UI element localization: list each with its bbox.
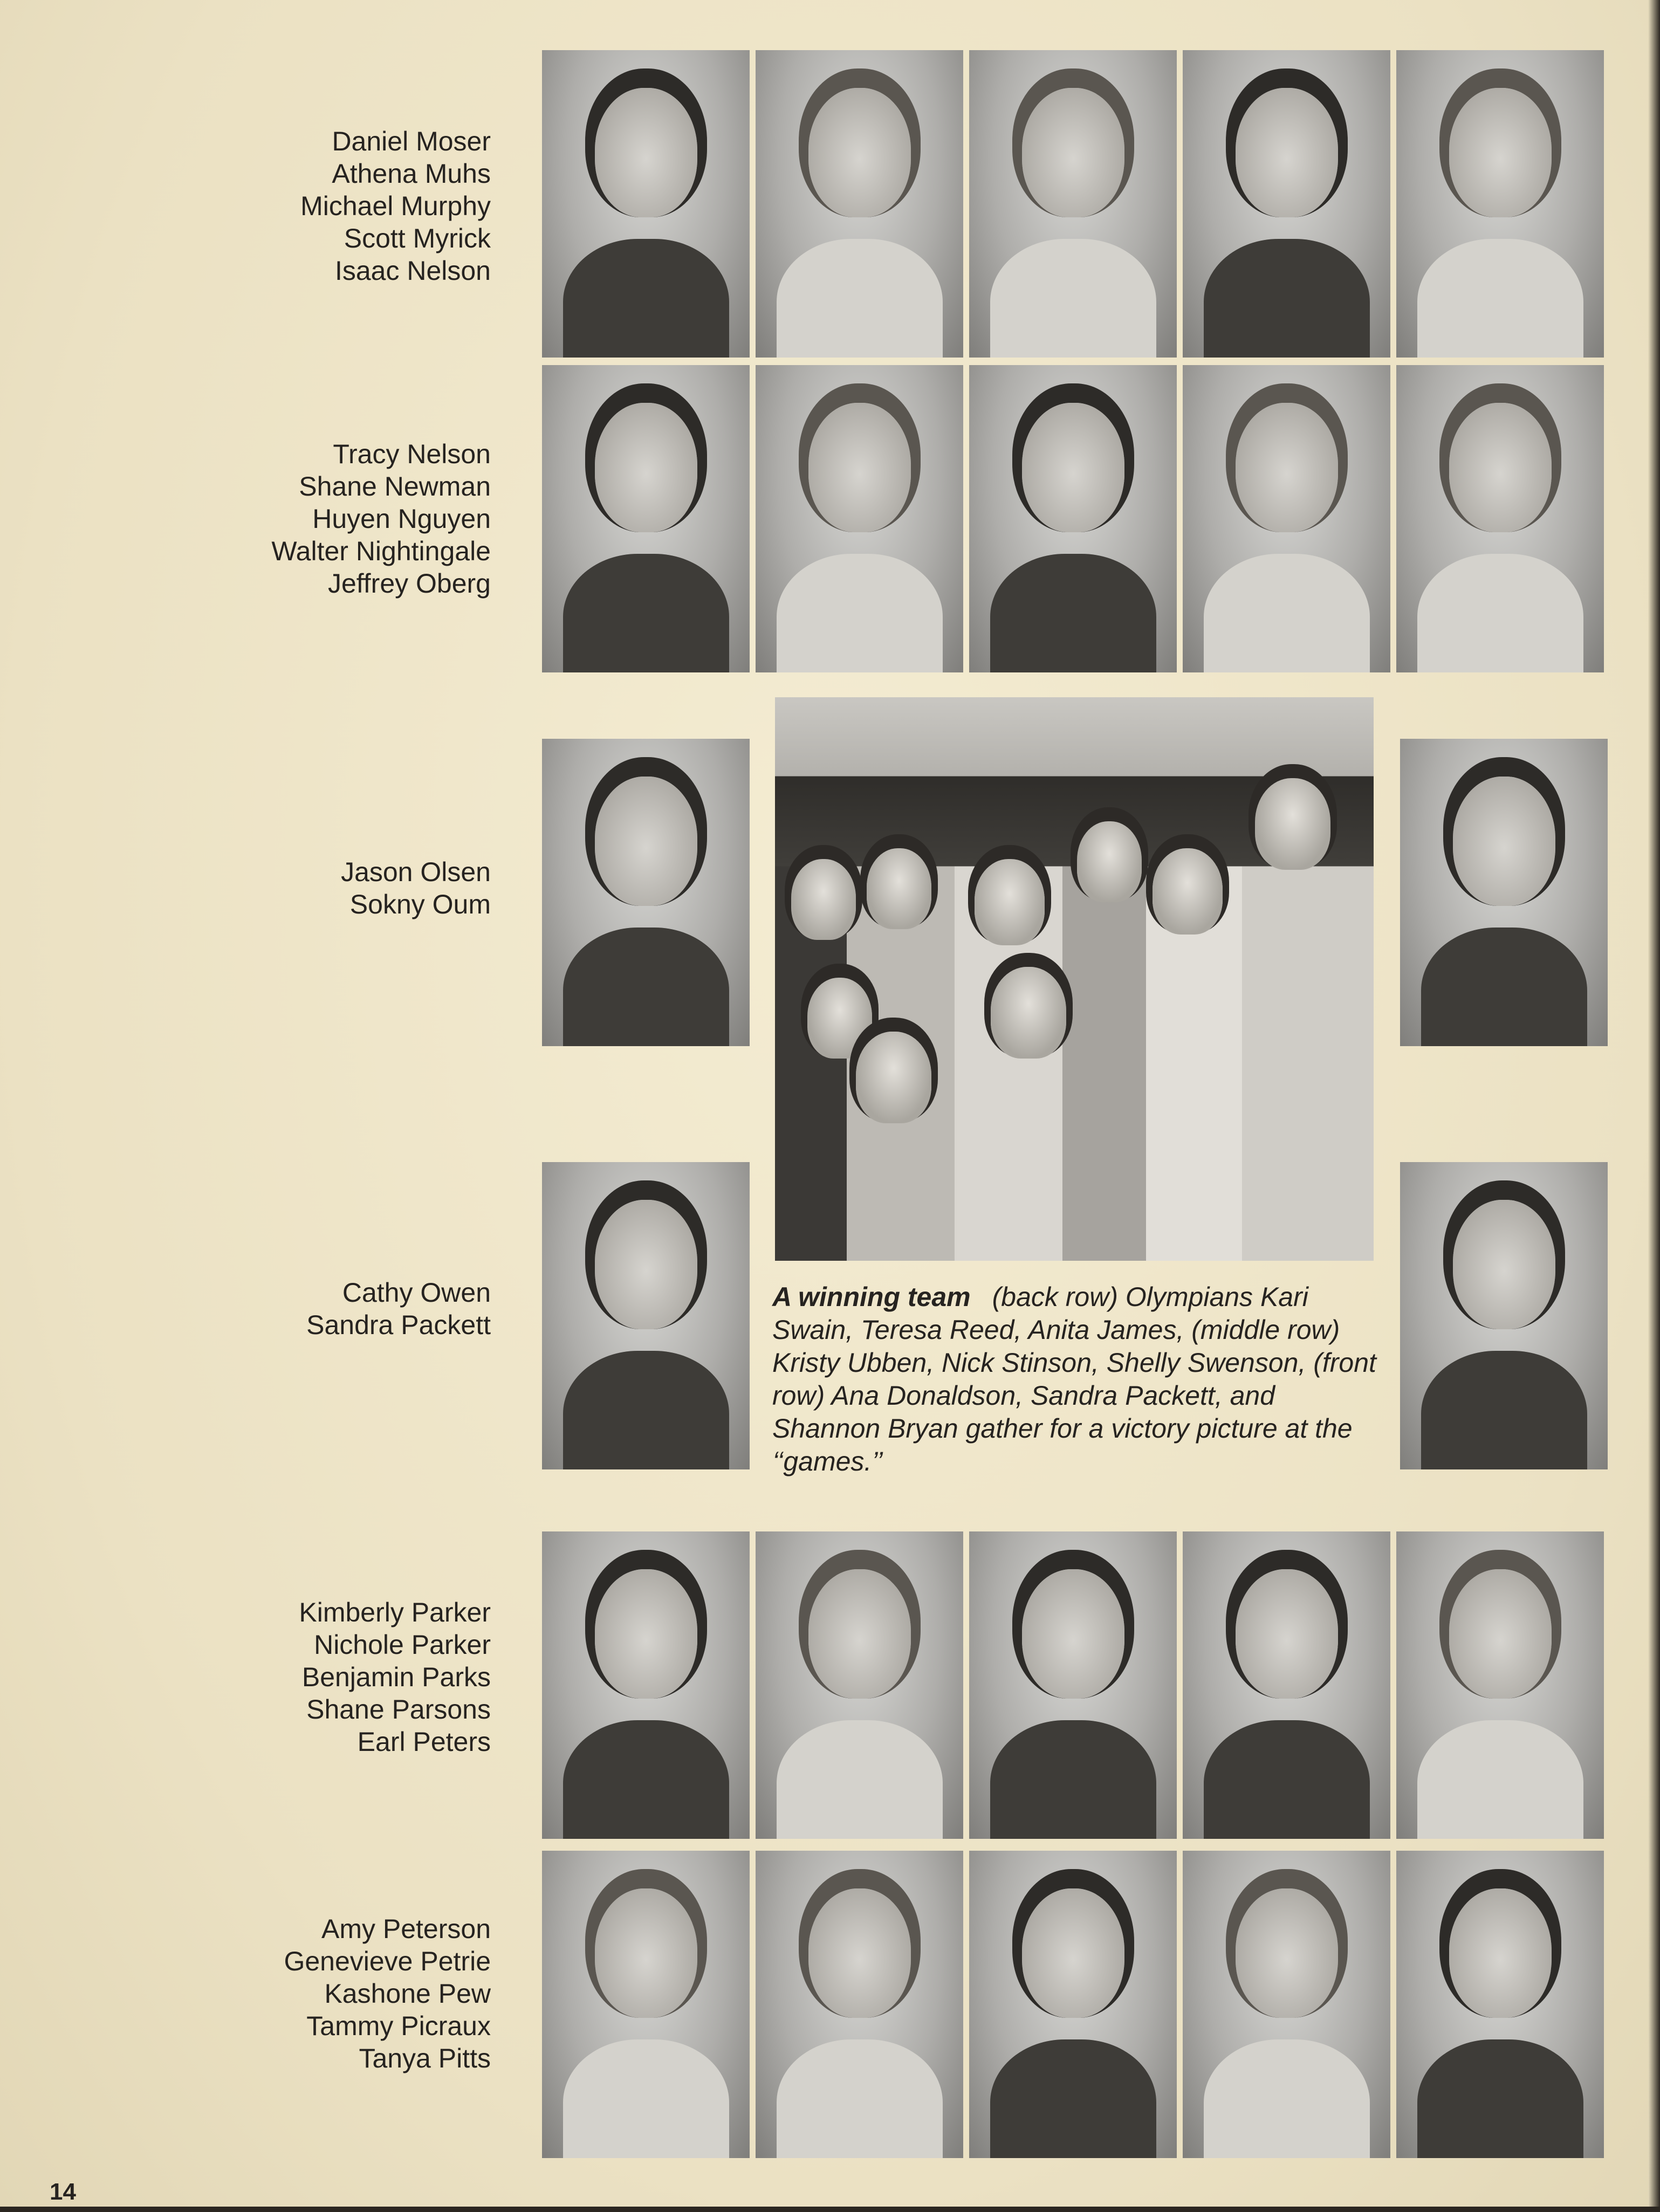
student-name: Cathy Owen [342,1277,491,1308]
student-name: Kashone Pew [324,1979,491,2009]
student-portrait [542,739,750,1046]
student-portrait [1396,1851,1604,2158]
student-name: Sokny Oum [349,889,491,919]
names-row-4 [81,1276,491,1341]
student-name: Kimberly Parker [299,1597,491,1627]
student-portrait [1183,1851,1390,2158]
student-portrait [1400,1162,1608,1469]
student-name: Jeffrey Oberg [327,568,491,599]
student-name: Genevieve Petrie [284,1946,491,1976]
student-portrait [756,1851,963,2158]
names-row-6 [81,1913,491,2074]
student-name: Athena Muhs [332,159,491,189]
student-name: Earl Peters [357,1727,491,1757]
student-portrait [969,1851,1177,2158]
caption-title: A winning team [772,1282,971,1312]
group-photo-caption [772,1281,1382,1478]
names-row-3 [81,856,491,920]
student-portrait [1396,50,1604,358]
student-name: Tracy Nelson [333,439,491,469]
student-portrait [1183,365,1390,672]
student-portrait [756,365,963,672]
student-name: Daniel Moser [332,126,491,156]
student-portrait [542,365,750,672]
student-name: Jason Olsen [341,857,491,887]
student-name: Tanya Pitts [359,2043,491,2073]
page-edge [1648,0,1660,2212]
student-portrait [756,1531,963,1839]
names-row-2 [81,438,491,600]
student-portrait [1400,739,1608,1046]
student-name: Michael Murphy [300,191,491,221]
student-name: Walter Nightingale [271,536,491,566]
student-portrait [969,1531,1177,1839]
student-name: Amy Peterson [321,1914,491,1944]
student-name: Tammy Picraux [306,2011,491,2041]
student-name: Shane Newman [299,471,491,502]
student-portrait [969,50,1177,358]
names-row-5 [81,1596,491,1758]
student-portrait [542,1162,750,1469]
student-name: Benjamin Parks [301,1662,491,1692]
student-name: Scott Myrick [344,223,491,253]
student-portrait [542,1531,750,1839]
names-row-1 [81,125,491,287]
caption-text: (back row) Olympians Kari Swain, Teresa Reed, Anita James, (middle row) Kristy Ubben, Nick Stinson, Shelly Swenson, (front row) Ana Donaldson, Sandra Packett, and Shannon Bryan gather for a victory picture at the ‘‘games.’’ [772,1282,1376,1476]
student-portrait [542,1851,750,2158]
page-bottom-edge [0,2207,1660,2212]
student-portrait [542,50,750,358]
student-portrait [969,365,1177,672]
page-number: 14 [50,2179,76,2205]
student-name: Isaac Nelson [334,256,491,286]
group-photo [775,697,1374,1261]
student-portrait [1396,1531,1604,1839]
student-name: Sandra Packett [306,1310,491,1340]
student-name: Nichole Parker [314,1630,491,1660]
student-portrait [1183,50,1390,358]
student-name: Huyen Nguyen [312,504,491,534]
student-portrait [1396,365,1604,672]
student-portrait [1183,1531,1390,1839]
student-name: Shane Parsons [306,1694,491,1725]
student-portrait [756,50,963,358]
